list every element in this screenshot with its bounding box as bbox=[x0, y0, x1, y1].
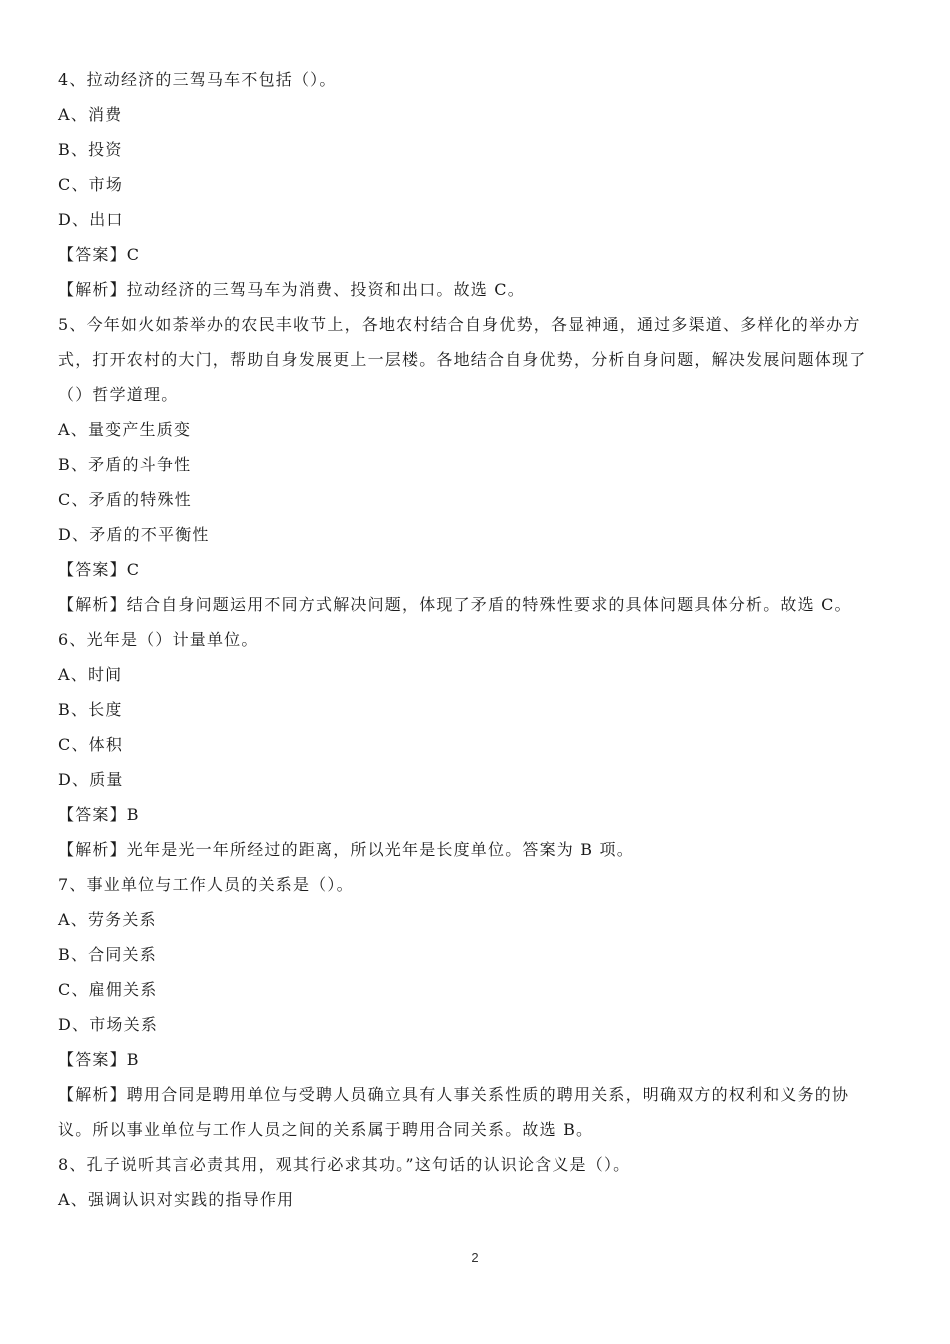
analysis: 【解析】结合自身问题运用不同方式解决问题，体现了矛盾的特殊性要求的具体问题具体分析。故选 C。 bbox=[58, 595, 852, 614]
answer: 【答案】B bbox=[58, 805, 140, 824]
option-d: D、矛盾的不平衡性 bbox=[58, 525, 210, 544]
answer: 【答案】C bbox=[58, 245, 141, 264]
page-number: 2 bbox=[471, 1250, 479, 1265]
option-d: D、市场关系 bbox=[58, 1015, 159, 1034]
option-c: C、雇佣关系 bbox=[58, 980, 158, 999]
analysis: 【解析】拉动经济的三驾马车为消费、投资和出口。故选 C。 bbox=[58, 280, 525, 299]
analysis-line-2: 议。所以事业单位与工作人员之间的关系属于聘用合同关系。故选 B。 bbox=[58, 1120, 594, 1139]
option-a: A、量变产生质变 bbox=[58, 420, 192, 439]
option-b: B、矛盾的斗争性 bbox=[58, 455, 192, 474]
option-c: C、市场 bbox=[58, 175, 124, 194]
analysis-line-1: 【解析】聘用合同是聘用单位与受聘人员确立具有人事关系性质的聘用关系，明确双方的权利和义务的协 bbox=[58, 1085, 850, 1104]
answer: 【答案】B bbox=[58, 1050, 140, 1069]
option-b: B、合同关系 bbox=[58, 945, 157, 964]
question-stem-line-1: 5、今年如火如荼举办的农民丰收节上，各地农村结合自身优势，各显神通，通过多渠道、多样化的举办方 bbox=[58, 315, 861, 334]
option-a: A、劳务关系 bbox=[58, 910, 157, 929]
option-c: C、体积 bbox=[58, 735, 124, 754]
option-d: D、质量 bbox=[58, 770, 124, 789]
question-stem-line-3: （）哲学道理。 bbox=[58, 385, 179, 404]
question-stem: 7、事业单位与工作人员的关系是（）。 bbox=[58, 875, 354, 894]
answer: 【答案】C bbox=[58, 560, 141, 579]
document-body bbox=[58, 62, 888, 1217]
option-a: A、时间 bbox=[58, 665, 123, 684]
question-stem-line-2: 式，打开农村的大门，帮助自身发展更上一层楼。各地结合自身优势，分析自身问题，解决发展问题体现了 bbox=[58, 350, 867, 369]
question-stem: 8、孔子说听其言必责其用，观其行必求其功。”这句话的认识论含义是（）。 bbox=[58, 1155, 631, 1174]
option-b: B、投资 bbox=[58, 140, 123, 159]
question-stem: 6、光年是（）计量单位。 bbox=[58, 630, 259, 649]
option-c: C、矛盾的特殊性 bbox=[58, 490, 192, 509]
question-stem: 4、拉动经济的三驾马车不包括（）。 bbox=[58, 70, 337, 89]
option-a: A、强调认识对实践的指导作用 bbox=[58, 1190, 295, 1209]
option-b: B、长度 bbox=[58, 700, 123, 719]
option-d: D、出口 bbox=[58, 210, 124, 229]
analysis: 【解析】光年是光一年所经过的距离，所以光年是长度单位。答案为 B 项。 bbox=[58, 840, 634, 859]
option-a: A、消费 bbox=[58, 105, 123, 124]
